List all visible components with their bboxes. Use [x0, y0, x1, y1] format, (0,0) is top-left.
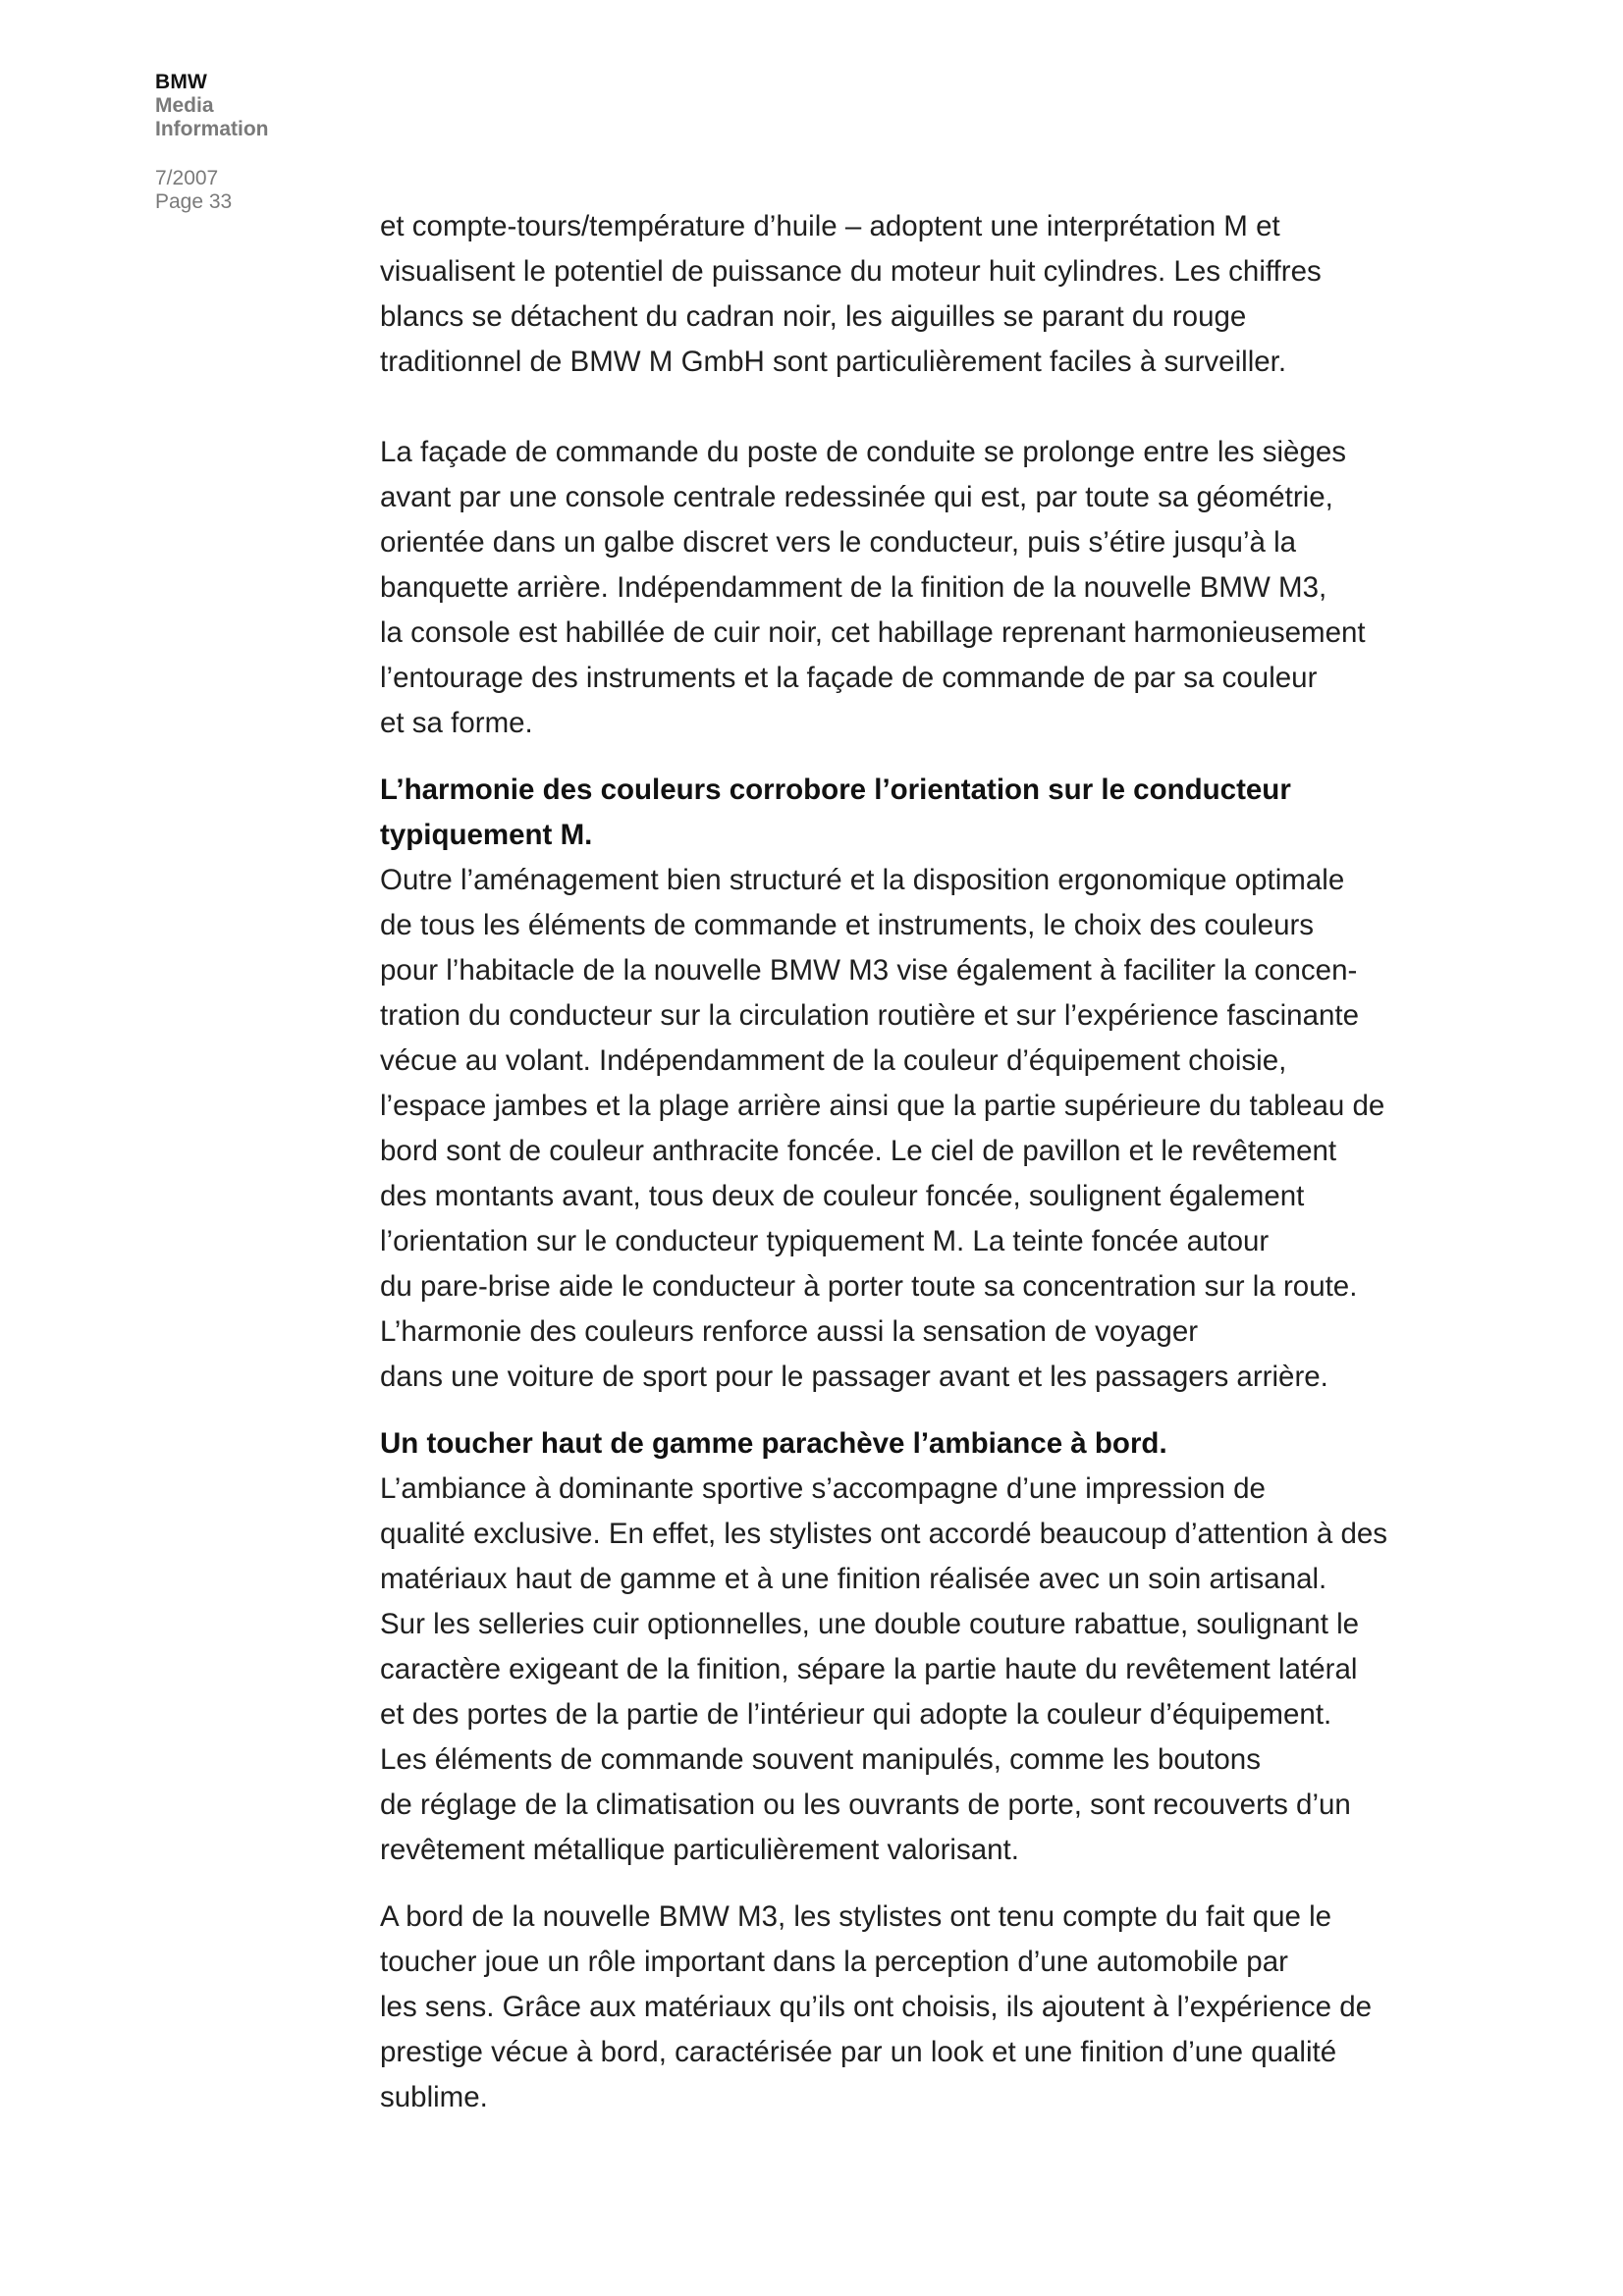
text-line: L’ambiance à dominante sportive s’accompagne d’une impression de [380, 1472, 1266, 1505]
text-line: visualisent le potentiel de puissance du moteur huit cylindres. Les chiffres [380, 255, 1322, 288]
text-line: orientée dans un galbe discret vers le conducteur, puis s’étire jusqu’à la [380, 526, 1297, 559]
text-line: Outre l’aménagement bien structuré et la disposition ergonomique optimale [380, 864, 1345, 896]
text-line: prestige vécue à bord, caractérisée par un look et une finition d’une qualité [380, 2036, 1337, 2068]
heading-line: Un toucher haut de gamme parachève l’ambiance à bord. [380, 1427, 1167, 1460]
section-heading-color-harmony [380, 768, 1421, 858]
brand-name: BMW [155, 71, 208, 93]
paragraph-2 [380, 430, 1421, 746]
text-line: qualité exclusive. En effet, les stylistes ont accordé beaucoup d’attention à des [380, 1518, 1388, 1550]
text-line: Sur les selleries cuir optionnelles, une double couture rabattue, soulignant le [380, 1608, 1360, 1640]
text-line: La façade de commande du poste de conduite se prolonge entre les sièges [380, 436, 1347, 468]
text-line: dans une voiture de sport pour le passager avant et les passagers arrière. [380, 1361, 1328, 1393]
heading-line: L’harmonie des couleurs corrobore l’orientation sur le conducteur [380, 774, 1291, 806]
text-line: Les éléments de commande souvent manipulés, comme les boutons [380, 1743, 1261, 1776]
brand-subtitle-information: Information [155, 118, 269, 140]
text-line: traditionnel de BMW M GmbH sont particulièrement faciles à surveiller. [380, 346, 1287, 378]
text-line: sublime. [380, 2081, 488, 2113]
text-line: tration du conducteur sur la circulation routière et sur l’expérience fascinante [380, 999, 1359, 1032]
text-line: revêtement métallique particulièrement valorisant. [380, 1834, 1019, 1866]
text-line: et des portes de la partie de l’intérieur qui adopte la couleur d’équipement. [380, 1698, 1332, 1731]
text-line: des montants avant, tous deux de couleur foncée, soulignent également [380, 1180, 1305, 1212]
heading-line: typiquement M. [380, 819, 593, 851]
text-line: et compte-tours/température d’huile – adoptent une interprétation M et [380, 210, 1280, 242]
text-line: les sens. Grâce aux matériaux qu’ils ont choisis, ils ajoutent à l’expérience de [380, 1991, 1373, 2023]
document-date: 7/2007 [155, 167, 219, 189]
text-line: toucher joue un rôle important dans la perception d’une automobile par [380, 1946, 1288, 1978]
text-line: et sa forme. [380, 707, 533, 739]
text-line: l’orientation sur le conducteur typiquement M. La teinte foncée autour [380, 1225, 1270, 1257]
document-body [380, 204, 1421, 2120]
text-line: de tous les éléments de commande et instruments, le choix des couleurs [380, 909, 1315, 941]
paragraph-4 [380, 1467, 1421, 1873]
text-line: matériaux haut de gamme et à une finition réalisée avec un soin artisanal. [380, 1563, 1327, 1595]
text-line: l’espace jambes et la plage arrière ainsi que la partie supérieure du tableau de [380, 1090, 1385, 1122]
paragraph-1 [380, 204, 1421, 385]
text-line: l’entourage des instruments et la façade de commande de par sa couleur [380, 662, 1318, 694]
section-heading-premium-touch [380, 1421, 1421, 1467]
text-line: pour l’habitacle de la nouvelle BMW M3 vise également à faciliter la concen- [380, 954, 1358, 987]
paragraph-3 [380, 858, 1421, 1400]
text-line: de réglage de la climatisation ou les ouvrants de porte, sont recouverts d’un [380, 1789, 1351, 1821]
text-line: caractère exigeant de la finition, sépare la partie haute du revêtement latéral [380, 1653, 1358, 1685]
brand-subtitle-media: Media [155, 94, 214, 117]
text-line: banquette arrière. Indépendamment de la finition de la nouvelle BMW M3, [380, 571, 1327, 604]
paragraph-5 [380, 1895, 1421, 2120]
text-line: vécue au volant. Indépendamment de la couleur d’équipement choisie, [380, 1044, 1287, 1077]
text-line: blancs se détachent du cadran noir, les aiguilles se parant du rouge [380, 300, 1247, 333]
page-number: Page 33 [155, 190, 233, 213]
text-line: la console est habillée de cuir noir, cet habillage reprenant harmonieusement [380, 616, 1366, 649]
text-line: L’harmonie des couleurs renforce aussi la sensation de voyager [380, 1315, 1199, 1348]
masthead [155, 71, 410, 214]
text-line: du pare-brise aide le conducteur à porter toute sa concentration sur la route. [380, 1270, 1358, 1303]
text-line: A bord de la nouvelle BMW M3, les stylistes ont tenu compte du fait que le [380, 1900, 1332, 1933]
text-line: avant par une console centrale redessinée qui est, par toute sa géométrie, [380, 481, 1333, 513]
text-line: bord sont de couleur anthracite foncée. Le ciel de pavillon et le revêtement [380, 1135, 1337, 1167]
